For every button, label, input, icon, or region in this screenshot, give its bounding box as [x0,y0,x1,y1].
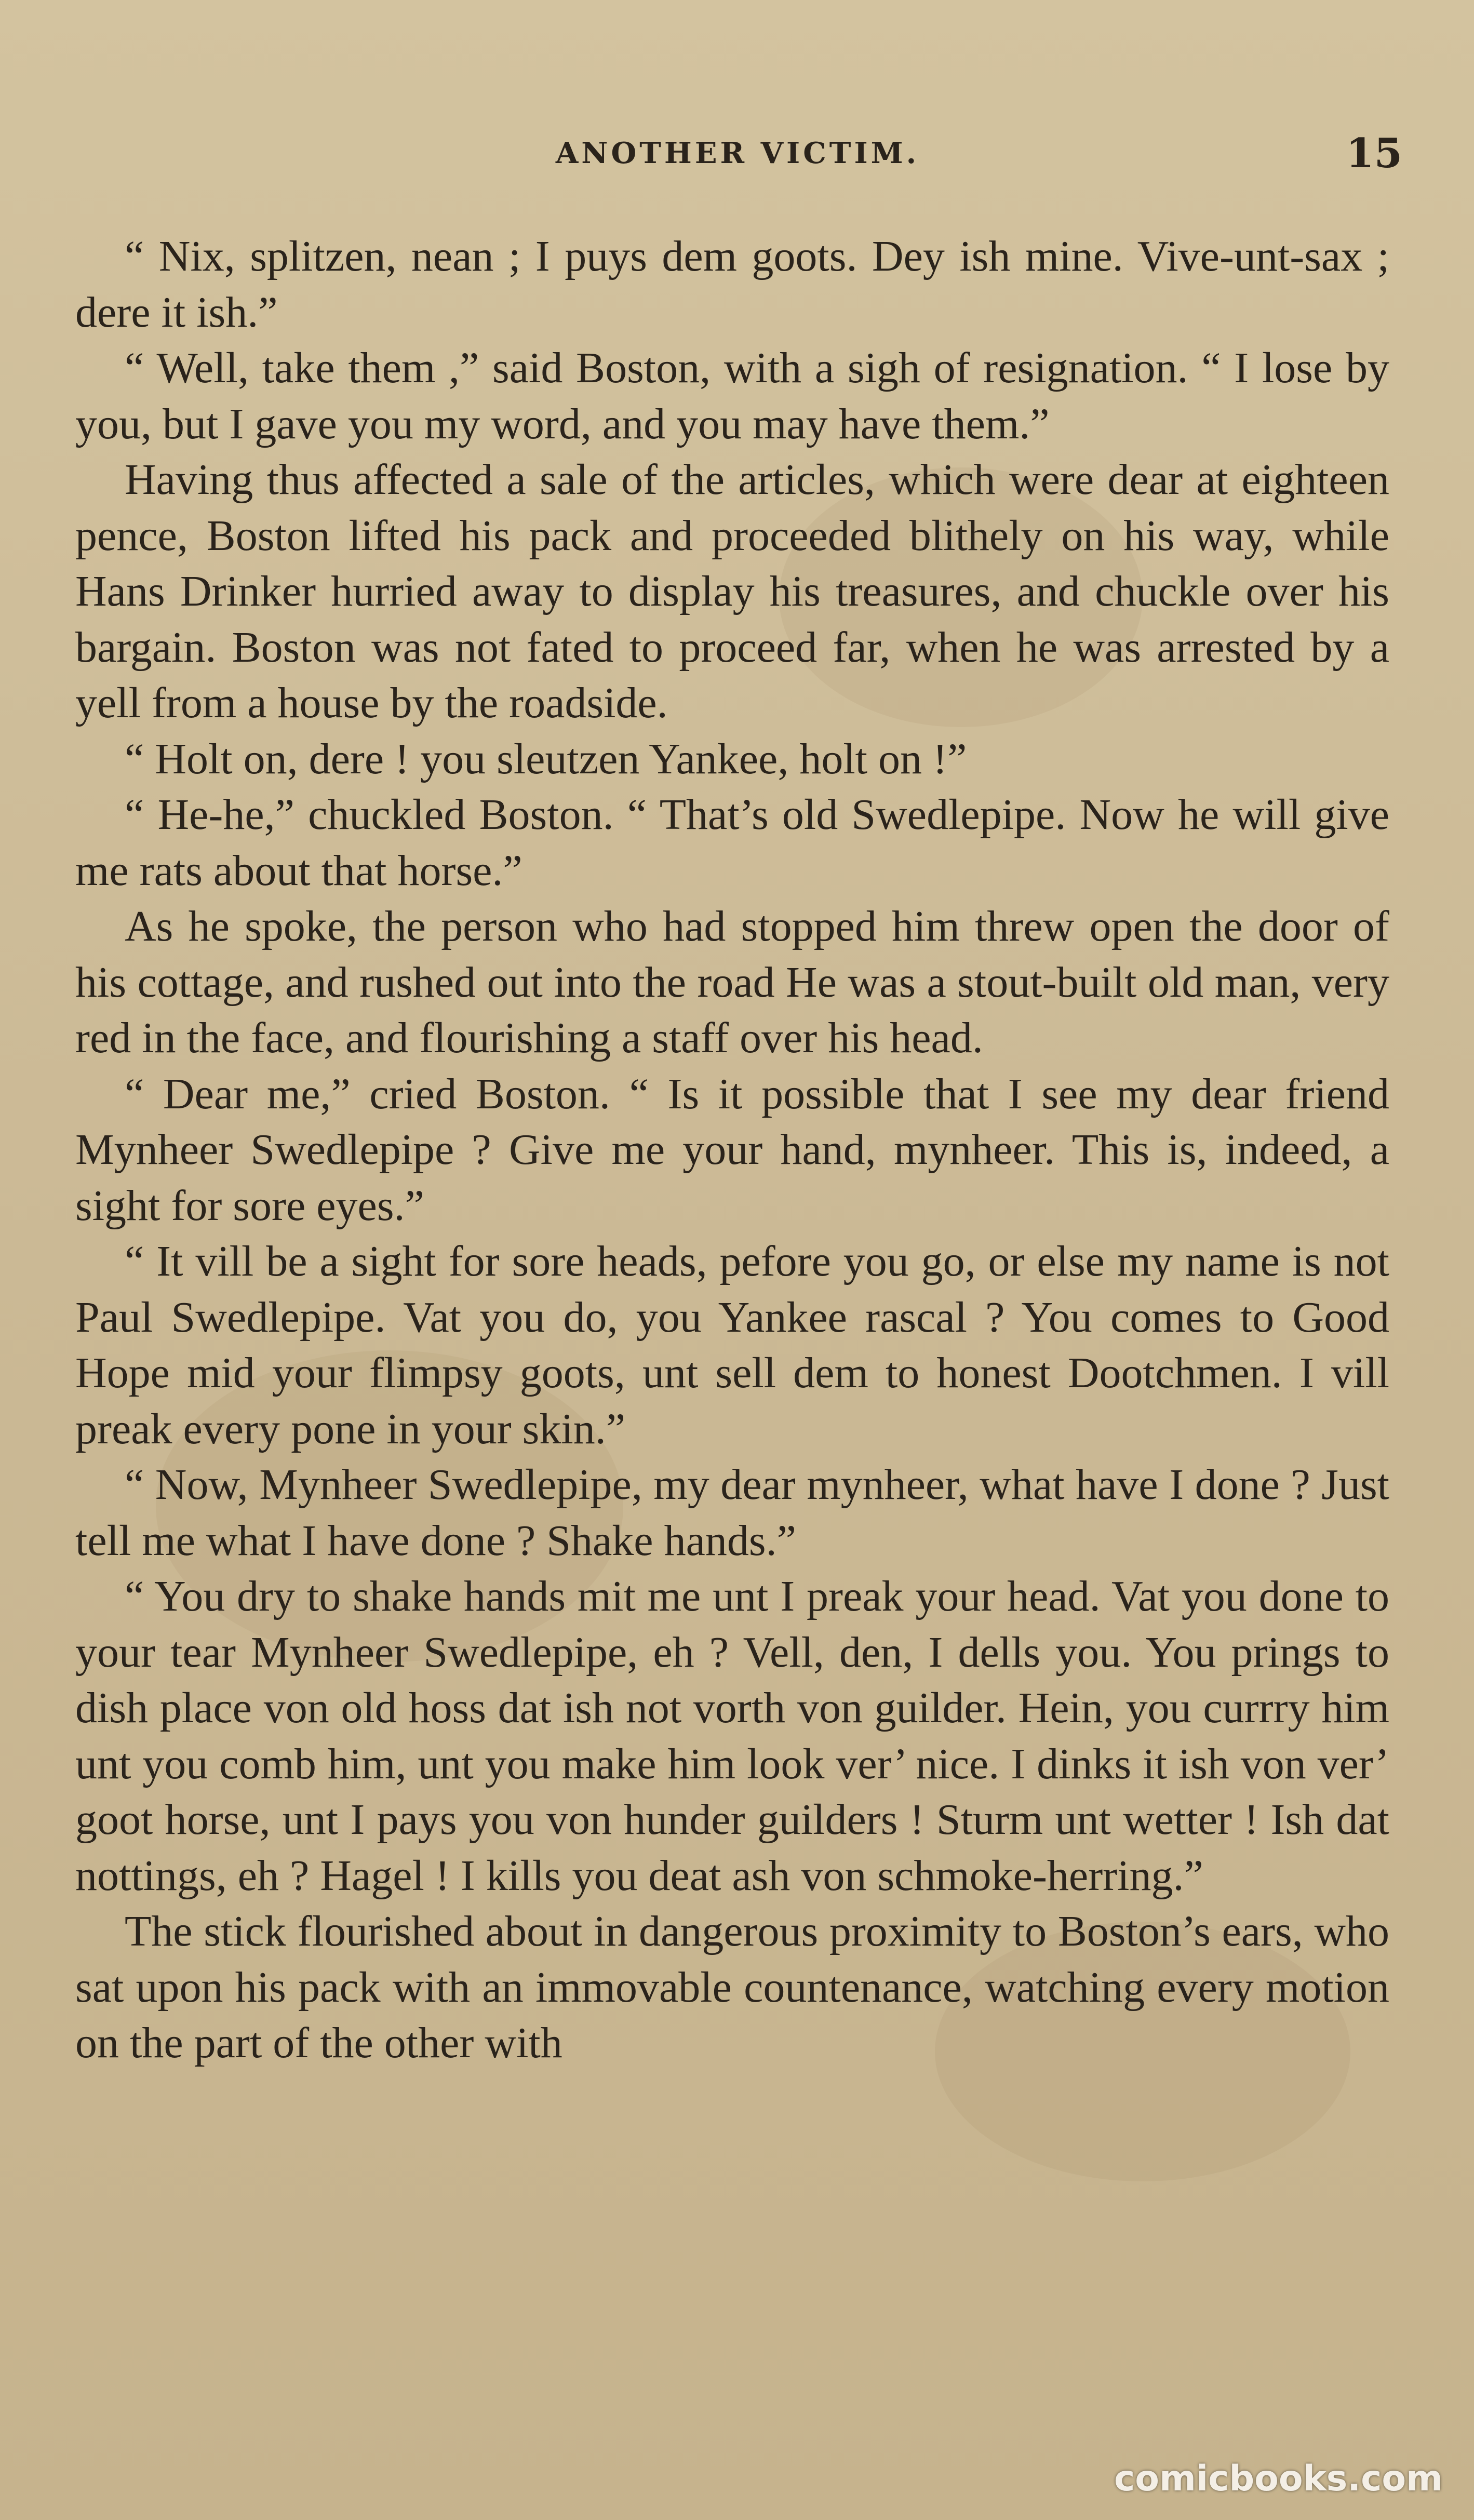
paragraph: “ Dear me,” cried Boston. “ Is it possible that I see my dear friend Mynheer Swedlepipe ? Give me your hand, mynheer. This is, indeed, a sight for sore eyes.” [75,1069,1389,1230]
paragraph: “ Well, take them ,” said Boston, with a sigh of resignation. “ I lose by you, but I gave you my word, and you may have them.” [75,344,1389,448]
paragraph: “ Now, Mynheer Swedlepipe, my dear mynheer, what have I done ? Just tell me what I have done ? Shake hands.” [75,1460,1389,1565]
paragraph: “ It vill be a sight for sore heads, pefore you go, or else my name is not Paul Swedlepipe. Vat you do, you Yankee rascal ? You comes to Good Hope mid your flimpsy goots, unt sell dem to honest Dootchmen. I vill preak every pone in your skin.” [75,1237,1389,1453]
watermark: comicbooks.com [1114,2458,1443,2499]
paragraph: The stick flourished about in dangerous proximity to Boston’s ears, who sat upon his pack with an immovable countenance, watching every motion on the part of the other with [75,1907,1389,2067]
body-text [75,229,1389,2071]
paragraph: Having thus affected a sale of the articles, which were dear at eighteen pence, Boston lifted his pack and proceeded blithely on his way, while Hans Drinker hurried away to display his treasures, and chuckle over his bargain. Boston was not fated to proceed far, when he was arrested by a yell from a house by the roadside. [75,455,1389,727]
paragraph: “ Nix, splitzen, nean ; I puys dem goots. Dey ish mine. Vive-unt-sax ; dere it ish.” [75,232,1389,337]
paragraph: “ You dry to shake hands mit me unt I preak your head. Vat you done to your tear Mynheer Swedlepipe, eh ? Vell, den, I dells you. You prings to dish place von old hoss dat ish not vorth von guilder. Hein, you currry him unt you comb him, unt you make him look ver’ nice. I dinks it ish von ver’ goot horse, unt I pays you von hunder guilders ! Sturm unt wetter ! Ish dat nottings, eh ? Hagel ! I kills you deat ash von schmoke-herring.” [75,1572,1389,1900]
running-head [73,130,1402,182]
paragraph: “ Holt on, dere ! you sleutzen Yankee, holt on !” [125,734,967,783]
paragraph: “ He-he,” chuckled Boston. “ That’s old Swedlepipe. Now he will give me rats about that horse.” [75,790,1389,895]
paragraph: As he spoke, the person who had stopped him threw open the door of his cottage, and rushed out into the road He was a stout-built old man, very red in the face, and flourishing a staff over his head. [75,902,1389,1062]
running-title: ANOTHER VICTIM. [555,136,920,170]
page-number: 15 [1346,130,1402,177]
